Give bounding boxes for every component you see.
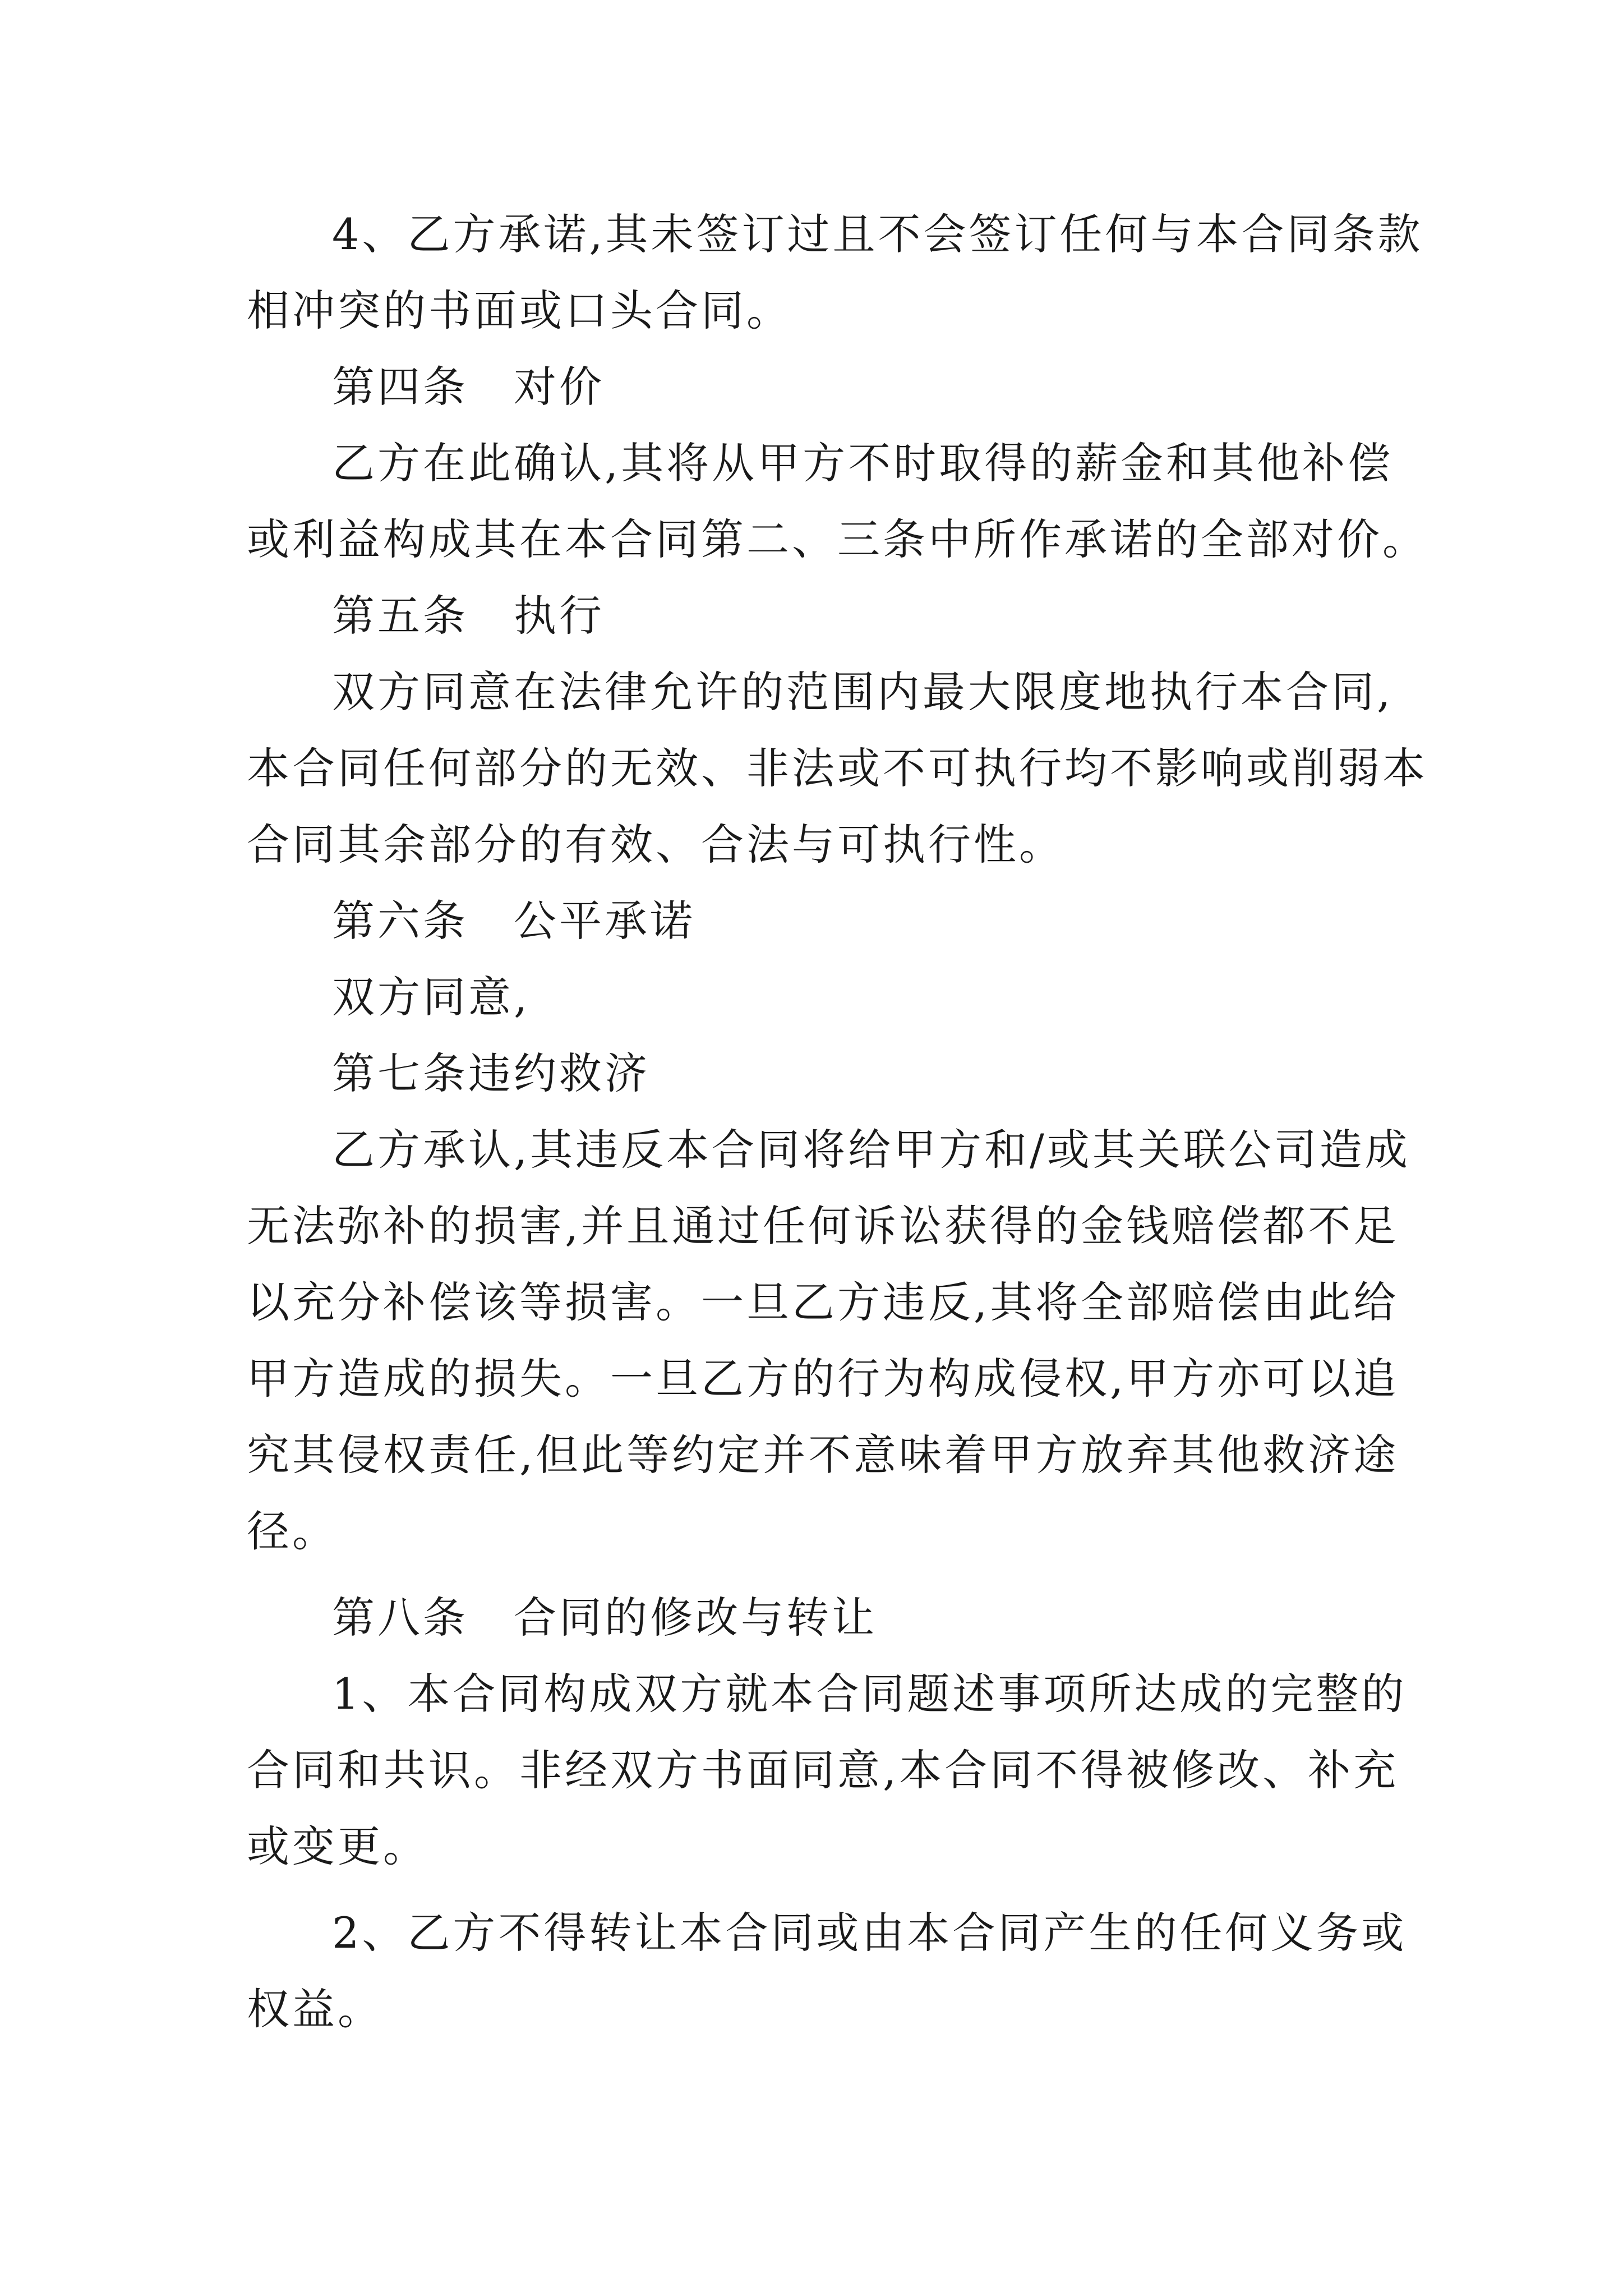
article-6-heading: 第六条 公平承诺 [332, 896, 695, 946]
article-7-heading: 第七条违约救济 [332, 1048, 650, 1098]
article-7-body: 乙方承认,其违反本合同将给甲方和/或其关联公司造成 [332, 1125, 1410, 1175]
clause-3-item-4: 4、乙方承诺,其未签订过且不会签订任何与本合同条款 [332, 209, 1423, 259]
article-5-body: 双方同意在法律允许的范围内最大限度地执行本合同, [332, 667, 1394, 717]
article-8-item-2-cont: 权益。 [247, 1984, 383, 2034]
article-8-item-1-cont: 或变更。 [247, 1821, 428, 1871]
article-7-body-cont: 甲方造成的损失。一旦乙方的行为构成侵权,甲方亦可以追 [247, 1354, 1399, 1404]
article-4-heading: 第四条 对价 [332, 362, 605, 412]
article-8-item-1: 1、本合同构成双方就本合同题述事项所达成的完整的 [332, 1669, 1407, 1719]
article-4-body: 乙方在此确认,其将从甲方不时取得的薪金和其他补偿 [332, 438, 1394, 488]
paragraph-gap [247, 1570, 1391, 1580]
article-8-item-2: 2、乙方不得转让本合同或由本合同产生的任何义务或 [332, 1908, 1407, 1958]
article-6-body: 双方同意, [332, 972, 531, 1022]
article-5-heading: 第五条 执行 [332, 591, 605, 641]
clause-3-item-4-cont: 相冲突的书面或口头合同。 [247, 286, 792, 335]
article-5-body-cont: 合同其余部分的有效、合法与可执行性。 [247, 820, 1064, 869]
paragraph-gap [247, 1885, 1391, 1895]
article-7-body-cont: 究其侵权责任,但此等约定并不意味着甲方放弃其他救济途 [247, 1430, 1399, 1480]
article-4-body-cont: 或利益构成其在本合同第二、三条中所作承诺的全部对价。 [247, 514, 1428, 564]
article-5-body-cont: 本合同任何部分的无效、非法或不可执行均不影响或削弱本 [247, 743, 1428, 793]
article-8-heading: 第八条 合同的修改与转让 [332, 1593, 877, 1642]
article-7-body-cont: 以充分补偿该等损害。一旦乙方违反,其将全部赔偿由此给 [247, 1277, 1399, 1327]
article-8-item-1-cont: 合同和共识。非经双方书面同意,本合同不得被修改、补充 [247, 1745, 1399, 1795]
article-7-body-cont: 无法弥补的损害,并且通过任何诉讼获得的金钱赔偿都不足 [247, 1201, 1399, 1251]
article-7-body-cont: 径。 [247, 1506, 338, 1556]
document-page [247, 196, 1428, 2047]
